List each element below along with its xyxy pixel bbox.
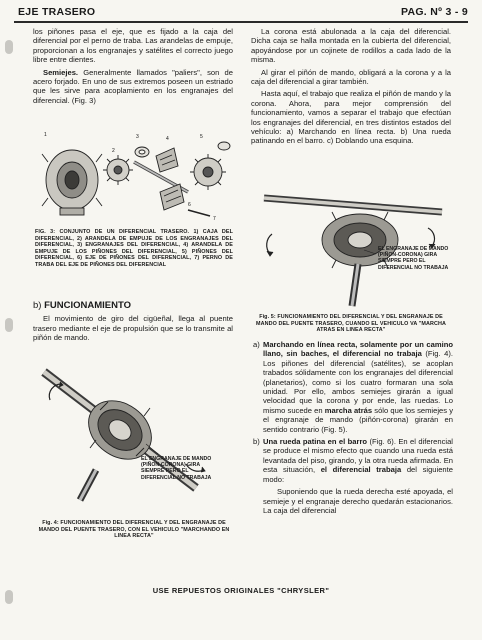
rotation-arrow xyxy=(428,228,435,246)
differential-gear xyxy=(103,155,133,185)
part-number: 7 xyxy=(213,216,216,222)
page-number: PAG. Nº 3 - 9 xyxy=(400,6,468,18)
fig5-caption: Fig. 5: FUNCIONAMIENTO DEL DIFERENCIAL Y DEL ENGRANAJE DE MANDO DEL PUENTE TRASERO, CUANDO EL VEHICULO VA "MARCHA ATRAS EN LINEA RECTA" xyxy=(256,314,446,334)
thrust-washer xyxy=(135,147,149,157)
section-funcionamiento xyxy=(33,301,233,346)
part-number: 4 xyxy=(166,136,169,142)
pinion-gear xyxy=(156,148,178,172)
differential-case xyxy=(42,150,102,215)
paragraph: los piñones pasa el eje, que es fijado a la caja del diferencial por el perno de traba. Las arandelas de empuje, proporcionan a los engranajes y satélites el correcto juego libre entre dientes. xyxy=(33,27,233,65)
pinion-gear xyxy=(160,184,184,210)
paragraph: Hasta aquí, el trabajo que realiza el piñón de mando y la corona. Ahora, para mejor comprensión del funcionamiento, vamos a separar el trabajo que efectúan los engranajes del diferencial, en tres distintos estados del vehículo: a) Marchando en línea recta. b) Una rueda patinando en el barro. c) Doblando una esquina. xyxy=(251,89,451,146)
fig4-callout: EL ENGRANAJE DE MANDO (PIÑON-CORONA) GIRA SIEMPRE PERO EL DIFERENCIAL NO TRABAJA xyxy=(141,456,212,481)
left-column xyxy=(33,27,233,108)
binder-hole xyxy=(5,40,13,54)
paragraph: Al girar el piñón de mando, obligará a la corona y a la caja del diferencial a girar también. xyxy=(251,67,451,87)
term: Semiejes. xyxy=(43,67,79,77)
right-column-top xyxy=(251,27,451,149)
binder-hole xyxy=(5,318,13,332)
fig3-caption: FIG. 3: CONJUNTO DE UN DIFERENCIAL TRASERO. 1) CAJA DEL DIFERENCIAL, 2) ARANDELA DE EMPUJE DE LOS ENGRANAJES DEL DIFERENCIAL, 3) ENGRANAJES DEL DIFERENCIAL, 4) ARANDELA DE EMPUJE DE LOS PIÑONES DEL DIFERENCIAL, 5) PIÑONES DEL DIFERENCIAL, 6) EJE DE PIÑONES DEL DIFERENCIAL, 7) PERNO DE TRABA DEL EJE DE PIÑONES DEL DIFERENCIAL xyxy=(35,229,233,268)
paragraph: La corona está abulonada a la caja del diferencial. Dicha caja se halla montada en la cubierta del diferencial, apoyándose por un cojinete de rodillos a cada lado de la misma. xyxy=(251,27,451,65)
part-number: 5 xyxy=(200,134,203,140)
fig3-exploded-differential xyxy=(38,122,234,227)
section-header: EJE TRASERO xyxy=(18,6,96,18)
paragraph: El movimiento de giro del cigüeñal, llega al puente trasero mediante el eje de propulsión que se lo transmite al piñón de mando. xyxy=(33,314,233,343)
fig5-callout: EL ENGRANAJE DE MANDO (PIÑON-CORONA) GIRA SIEMPRE PERO EL DIFERENCIAL NO TRABAJA xyxy=(378,246,449,271)
drive-pinion xyxy=(352,264,358,306)
paragraph: Semiejes. Generalmente llamados "paliers", son de acero forjado. En uno de sus extremos poseen un estriado que les sirve para acoplamiento en los engranajes del diferencial. (Fig. 3) xyxy=(33,67,233,105)
right-column-bottom xyxy=(253,340,453,518)
list-item-a: a) Marchando en línea recta, solamente por un camino llano, sin baches, el diferencial no trabaja (Fig. 4). Los piñones del diferencial (satélites), se acoplan trabados sólidamente con los engranajes del diferencial (planetarios), como si los cuatro formaran una sola unidad. Por ello, ambos semiejes girarán a igual velocidad que la corona y por ende, las ruedas. Lo mismo sucede en marcha atrás sólo que los semiejes y el engranaje de mando (piñón-corona) girarán en sentido contrario (Fig. 5). xyxy=(253,340,454,434)
part-number: 3 xyxy=(136,134,139,140)
header-rule xyxy=(14,21,468,23)
fig4-caption: Fig. 4: FUNCIONAMIENTO DEL DIFERENCIAL Y DEL ENGRANAJE DE MANDO DEL PUENTE TRASERO, CON EL VEHICULO "MARCHANDO EN LINEA RECTA" xyxy=(38,520,230,540)
fig4-diagram xyxy=(36,360,234,510)
paragraph: Suponiendo que la rueda derecha esté apoyada, el semieje y el engranaje derecho quedarán estacionarios. La caja del diferencial xyxy=(263,487,453,515)
section-heading: b) FUNCIONAMIENTO xyxy=(33,300,131,311)
part-number: 1 xyxy=(44,132,47,138)
part-number: 2 xyxy=(112,148,115,154)
side-gear xyxy=(190,154,226,190)
part-number: 6 xyxy=(188,202,191,208)
drive-pinion xyxy=(80,470,96,500)
lock-pin xyxy=(188,210,210,216)
footer-note: USE REPUESTOS ORIGINALES "CHRYSLER" xyxy=(152,586,330,595)
list-item-b: b) Una rueda patina en el barro (Fig. 6). En el diferencial se produce el mismo efecto que cuando una rueda está levantada del piso, girando, y la otra rueda afirmada. En esta situación, el diferencial trabaja del siguiente modo: xyxy=(253,437,453,484)
thrust-washer xyxy=(218,142,230,150)
